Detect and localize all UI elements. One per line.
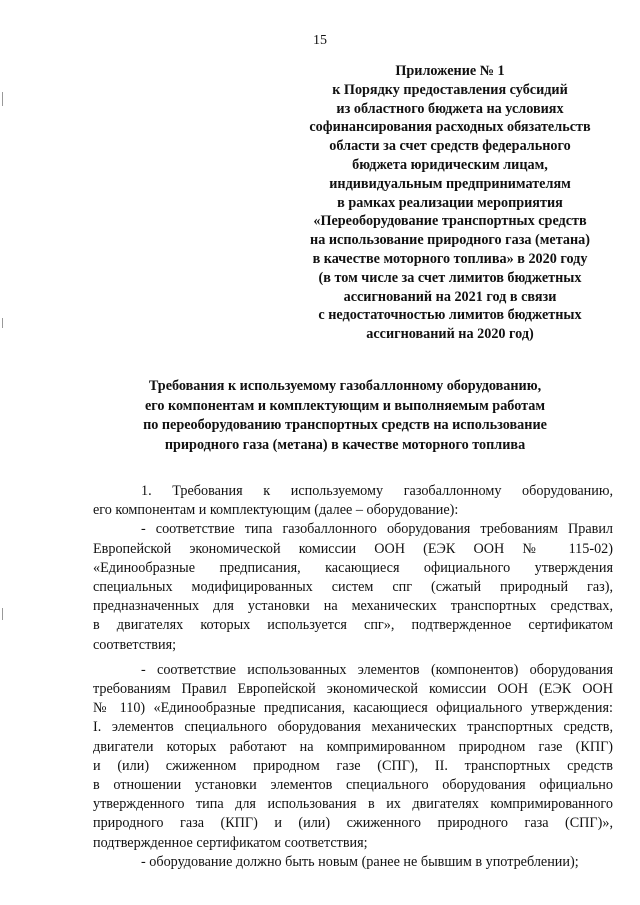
scan-margin-mark — [2, 608, 3, 620]
paragraph-line: и (или) сжиженном природном газе (СПГ), II. транспортных средств — [93, 757, 613, 774]
paragraph-line: предназначенных для установки на механических транспортных средствах, — [93, 598, 613, 615]
paragraph-line: - оборудование должно быть новым (ранее не бывшим в употреблении); — [141, 853, 579, 870]
paragraph-line: утвержденного типа для использования в их двигателях компримированного — [93, 796, 613, 813]
paragraph-line: специальных модифицированных систем спг (сжатый природный газ), — [93, 579, 613, 596]
paragraph-line: подтвержденное сертификатом соответствия; — [93, 834, 368, 851]
title-line: Требования к используемому газобаллонному оборудованию, — [148, 378, 542, 394]
appendix-line: с недостаточностью лимитов бюджетных — [318, 307, 582, 324]
scan-margin-mark — [2, 318, 3, 328]
paragraph — [93, 853, 613, 872]
appendix-line: бюджета юридическим лицам, — [352, 156, 548, 173]
paragraph — [93, 482, 613, 520]
appendix-line: софинансирования расходных обязательств — [309, 119, 591, 136]
appendix-line: области за счет средств федерального — [329, 138, 571, 155]
paragraph-line: его компонентам и комплектующим (далее – оборудование): — [93, 502, 459, 519]
paragraph-line: в отношении установки элементов специального оборудования официально — [93, 777, 613, 794]
paragraph-line: I. элементов специального оборудования механических транспортных средств, — [93, 719, 613, 736]
appendix-line: (в том числе за счет лимитов бюджетных — [318, 269, 582, 286]
scan-margin-mark — [2, 92, 3, 106]
appendix-header — [270, 62, 630, 344]
appendix-line: «Переоборудование транспортных средств — [313, 213, 587, 230]
paragraph-line: двигатели которых работают на компримированном природном газе (КПГ) — [93, 738, 613, 755]
appendix-line: в рамках реализации мероприятия — [337, 194, 563, 211]
title-line: природного газа (метана) в качестве моторного топлива — [164, 436, 526, 453]
paragraph-line: № 110) «Единообразные предписания, касающиеся официального утверждения: — [93, 700, 613, 717]
paragraph-line: - соответствие типа газобаллонного оборудования требованиям Правил — [141, 521, 613, 538]
paragraph-line: в двигателях которых используется спг», подтвержденное сертификатом — [93, 617, 613, 634]
paragraph-line: 1. Требования к используемому газобаллонному оборудованию, — [141, 483, 613, 499]
paragraph-line: Европейской экономической комиссии ООН (ЕЭК ООН № 115-02) — [93, 540, 613, 557]
appendix-line: на использование природного газа (метана) — [310, 232, 590, 249]
title-line: его компонентам и комплектующим и выполняемым работам — [144, 397, 546, 414]
title-line: по переоборудованию транспортных средств на использование — [143, 417, 547, 433]
paragraph-line: природного газа (КПГ) и (или) сжиженного природного газа (СПГ)», — [93, 815, 613, 832]
appendix-line: ассигнований на 2020 год) — [366, 326, 534, 343]
appendix-line: ассигнований на 2021 год в связи — [343, 288, 557, 305]
appendix-line: индивидуальным предпринимателям — [329, 175, 571, 192]
paragraph-line: «Единообразные предписания, касающиеся официального утверждения — [93, 559, 613, 576]
appendix-line: к Порядку предоставления субсидий — [332, 81, 568, 98]
page-number: 15 — [313, 33, 327, 48]
paragraph-line: соответствия; — [93, 636, 177, 653]
paragraph-line: - соответствие использованных элементов (компонентов) оборудования — [141, 661, 613, 678]
paragraph — [93, 661, 613, 853]
paragraph — [93, 520, 613, 654]
document-body — [93, 482, 613, 872]
paragraph-line: требованиям Правил Европейской экономической комиссии ООН (ЕЭК ООН — [93, 681, 613, 698]
requirements-title — [100, 377, 590, 455]
appendix-line: из областного бюджета на условиях — [336, 100, 564, 117]
appendix-line: в качестве моторного топлива» в 2020 году — [312, 250, 588, 267]
appendix-line: Приложение № 1 — [395, 63, 505, 79]
